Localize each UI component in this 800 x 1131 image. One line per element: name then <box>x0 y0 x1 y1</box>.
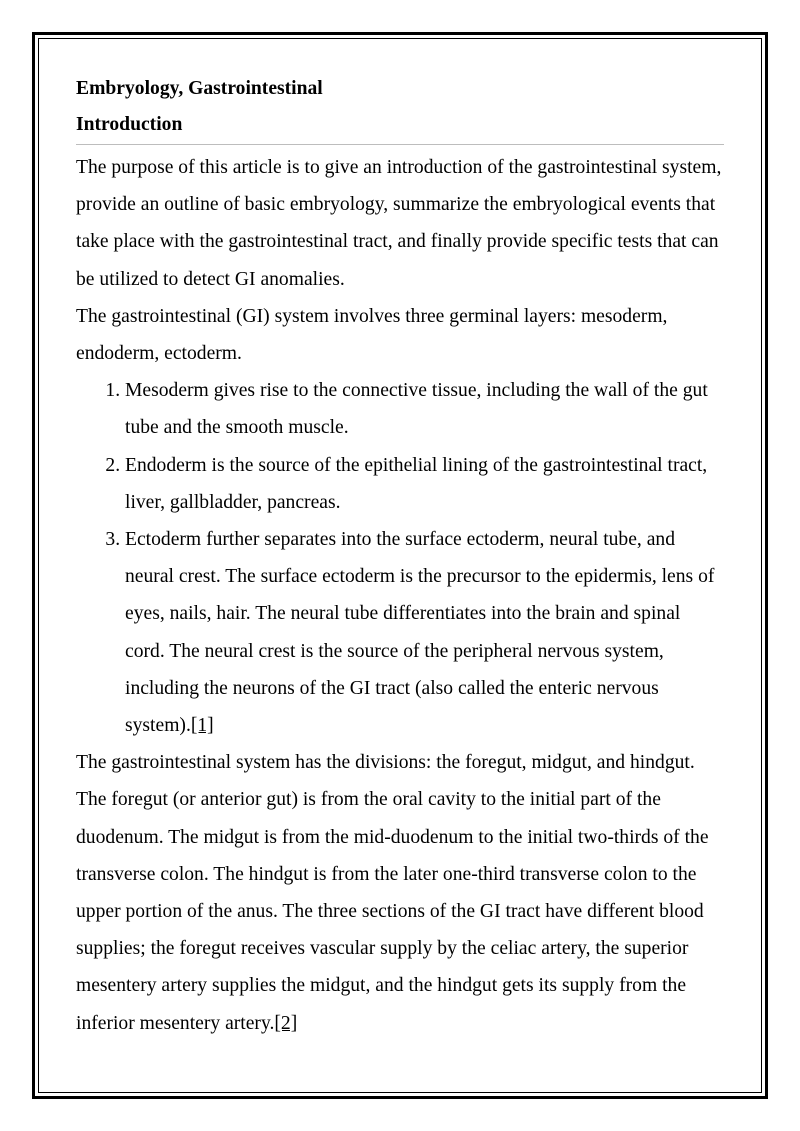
list-item <box>125 447 724 521</box>
germinal-layers-paragraph: The gastrointestinal (GI) system involves three germinal layers: mesoderm, endoderm, ectoderm. <box>76 305 668 365</box>
gi-divisions-paragraph <box>76 744 724 1042</box>
list-item <box>125 521 724 744</box>
document-body <box>76 72 724 1042</box>
intro-paragraph: The purpose of this article is to give an introduction of the gastrointestinal system, provide an outline of basic embryology, summarize the embryological events that take place with the gastrointestinal tract, and finally provide specific tests that can be utilized to detect GI anomalies. <box>76 157 722 290</box>
reference-link-2[interactable]: [2] <box>274 1012 298 1034</box>
list-item-text: Endoderm is the source of the epithelial lining of the gastrointestinal tract, liver, gallbladder, pancreas. <box>125 454 708 513</box>
list-item-text: Mesoderm gives rise to the connective tissue, including the wall of the gut tube and the smooth muscle. <box>125 380 708 439</box>
gi-divisions-text: The gastrointestinal system has the divisions: the foregut, midgut, and hindgut. The foregut (or anterior gut) is from the oral cavity to the initial part of the duodenum. The midgut is from the mid-duodenum to the initial two-thirds of the transverse colon. The hindgut is from the later one-third transverse colon to the upper portion of the anus. The three sections of the GI tract have different blood supplies; the foregut receives vascular supply by the celiac artery, the superior mesentery artery supplies the midgut, and the hindgut gets its supply from the inferior mesentery artery. <box>76 752 709 1034</box>
list-item <box>125 372 724 446</box>
section-heading-introduction: Introduction <box>76 106 724 145</box>
germinal-layers-list <box>76 372 724 744</box>
document-title: Embryology, Gastrointestinal <box>76 78 323 99</box>
reference-link-1[interactable]: [1] <box>190 715 214 737</box>
list-item-text: Ectoderm further separates into the surface ectoderm, neural tube, and neural crest. The surface ectoderm is the precursor to the epidermis, lens of eyes, nails, hair. The neural tube differentiates into the brain and spinal cord. The neural crest is the source of the peripheral nervous system, including the neurons of the GI tract (also called the enteric nervous system). <box>125 529 715 737</box>
